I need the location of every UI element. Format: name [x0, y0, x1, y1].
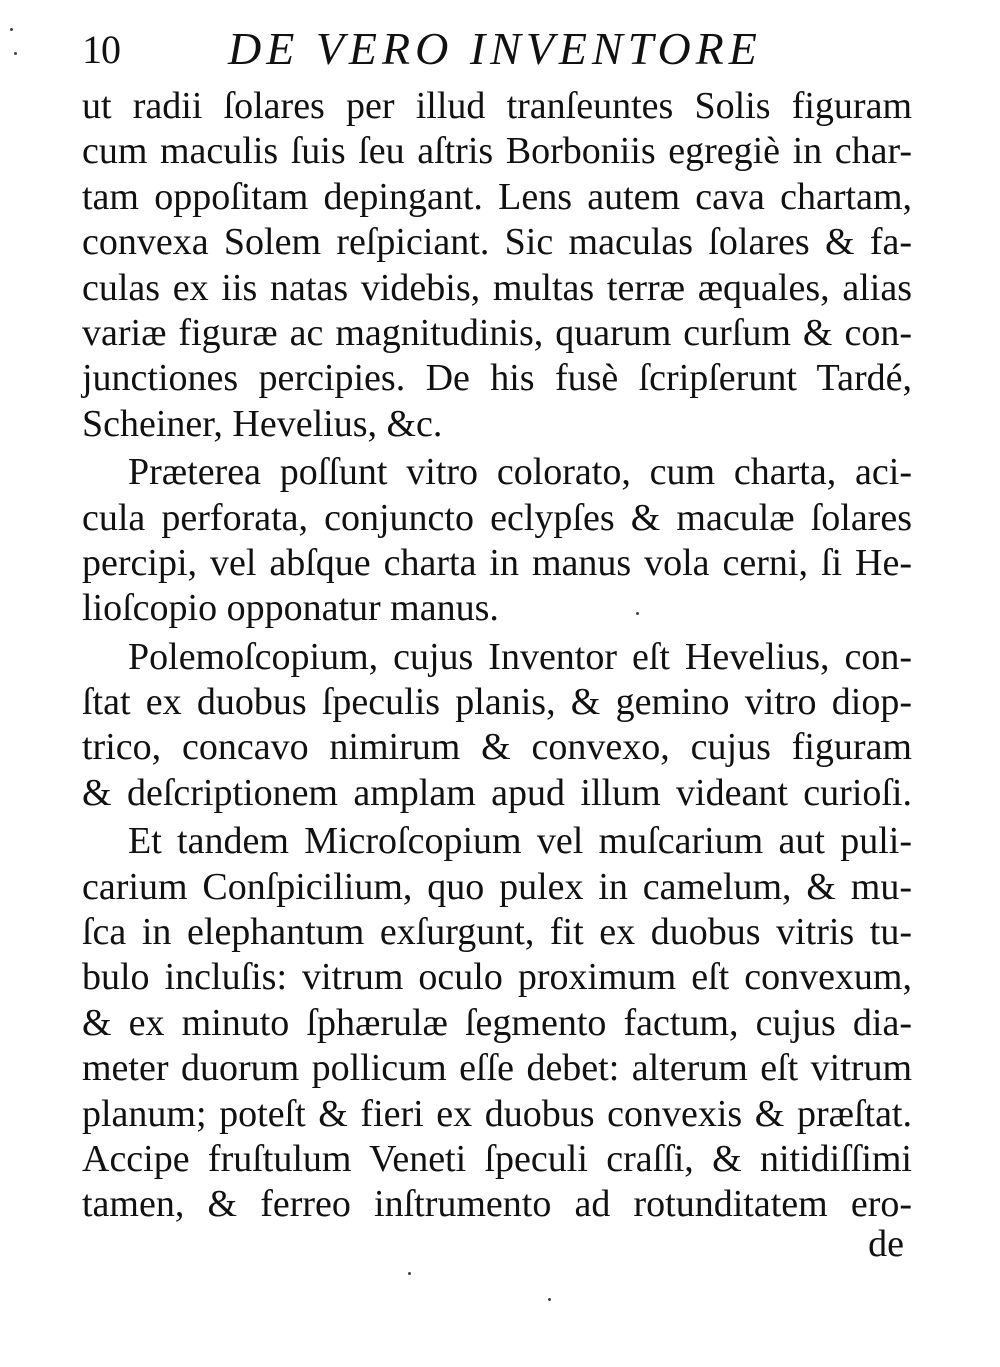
text-line: trico, concavo nimirum & convexo, cujus figuram — [82, 726, 912, 769]
text-line: variæ figuræ ac magnitudinis, quarum curſum & con- — [82, 311, 912, 354]
text-line: ſtat ex duobus ſpeculis planis, & gemino vitro diop- — [82, 681, 912, 724]
body-text — [82, 84, 912, 1228]
text-line: & ex minuto ſphærulæ ſegmento factum, cujus dia- — [82, 1001, 912, 1044]
text-line: cum maculis ſuis ſeu aſtris Borboniis egregiè in char- — [82, 130, 912, 173]
text-line: Scheiner, Hevelius, &c. — [82, 402, 443, 445]
paragraph-4 — [82, 819, 912, 1228]
text-line: planum; poteſt & fieri ex duobus convexis & præſtat. — [82, 1092, 912, 1135]
text-line: culas ex iis natas videbis, multas terræ æquales, alias — [82, 266, 912, 309]
text-line: ſca in elephantum exſurgunt, fit ex duobus vitris tu- — [82, 911, 912, 954]
print-speck — [548, 1298, 551, 1301]
text-line: carium Conſpicilium, quo pulex in camelum, & mu- — [82, 865, 912, 908]
paragraph-2 — [82, 450, 912, 632]
running-head: DE VERO INVENTORE — [228, 23, 762, 74]
text-line: Accipe fruſtulum Veneti ſpeculi craſſi, & nitidiſſimi — [82, 1137, 912, 1180]
paragraph-3 — [82, 635, 912, 817]
text-line: percipi, vel abſque charta in manus vola cerni, ſi He- — [82, 541, 912, 584]
paragraph-1 — [82, 84, 912, 447]
text-line: Præterea poſſunt vitro colorato, cum charta, aci- — [128, 451, 912, 494]
text-line: ut radii ſolares per illud tranſeuntes Solis figuram — [82, 85, 912, 127]
text-line: meter duorum pollicum eſſe debet: alterum eſt vitrum — [82, 1047, 912, 1090]
print-speck — [636, 612, 639, 615]
page-number: 10 — [82, 27, 120, 72]
text-line: Et tandem Microſcopium vel muſcarium aut puli- — [128, 820, 912, 863]
text-line: tamen, & ferreo inſtrumento ad rotunditatem ero- — [82, 1183, 912, 1226]
print-speck — [14, 52, 17, 55]
text-line: tam oppoſitam depingant. Lens autem cava chartam, — [82, 175, 912, 218]
print-speck — [10, 28, 13, 31]
catchword: de — [868, 1223, 904, 1265]
text-line: cula perforata, conjuncto eclypſes & maculæ ſolares — [82, 496, 912, 539]
text-line: junctiones percipies. De his fusè ſcripſerunt Tardé, — [82, 357, 912, 400]
text-line: bulo incluſis: vitrum oculo proximum eſt convexum, — [82, 956, 912, 999]
text-line: convexa Solem reſpiciant. Sic maculas ſolares & fa- — [82, 221, 912, 264]
text-line: & deſcriptionem amplam apud illum videant curioſi. — [82, 771, 912, 814]
text-line: lioſcopio opponatur manus. — [82, 587, 499, 630]
print-speck — [408, 1272, 411, 1275]
page-header — [80, 18, 940, 78]
text-line: Polemoſcopium, cujus Inventor eſt Hevelius, con- — [128, 635, 912, 678]
